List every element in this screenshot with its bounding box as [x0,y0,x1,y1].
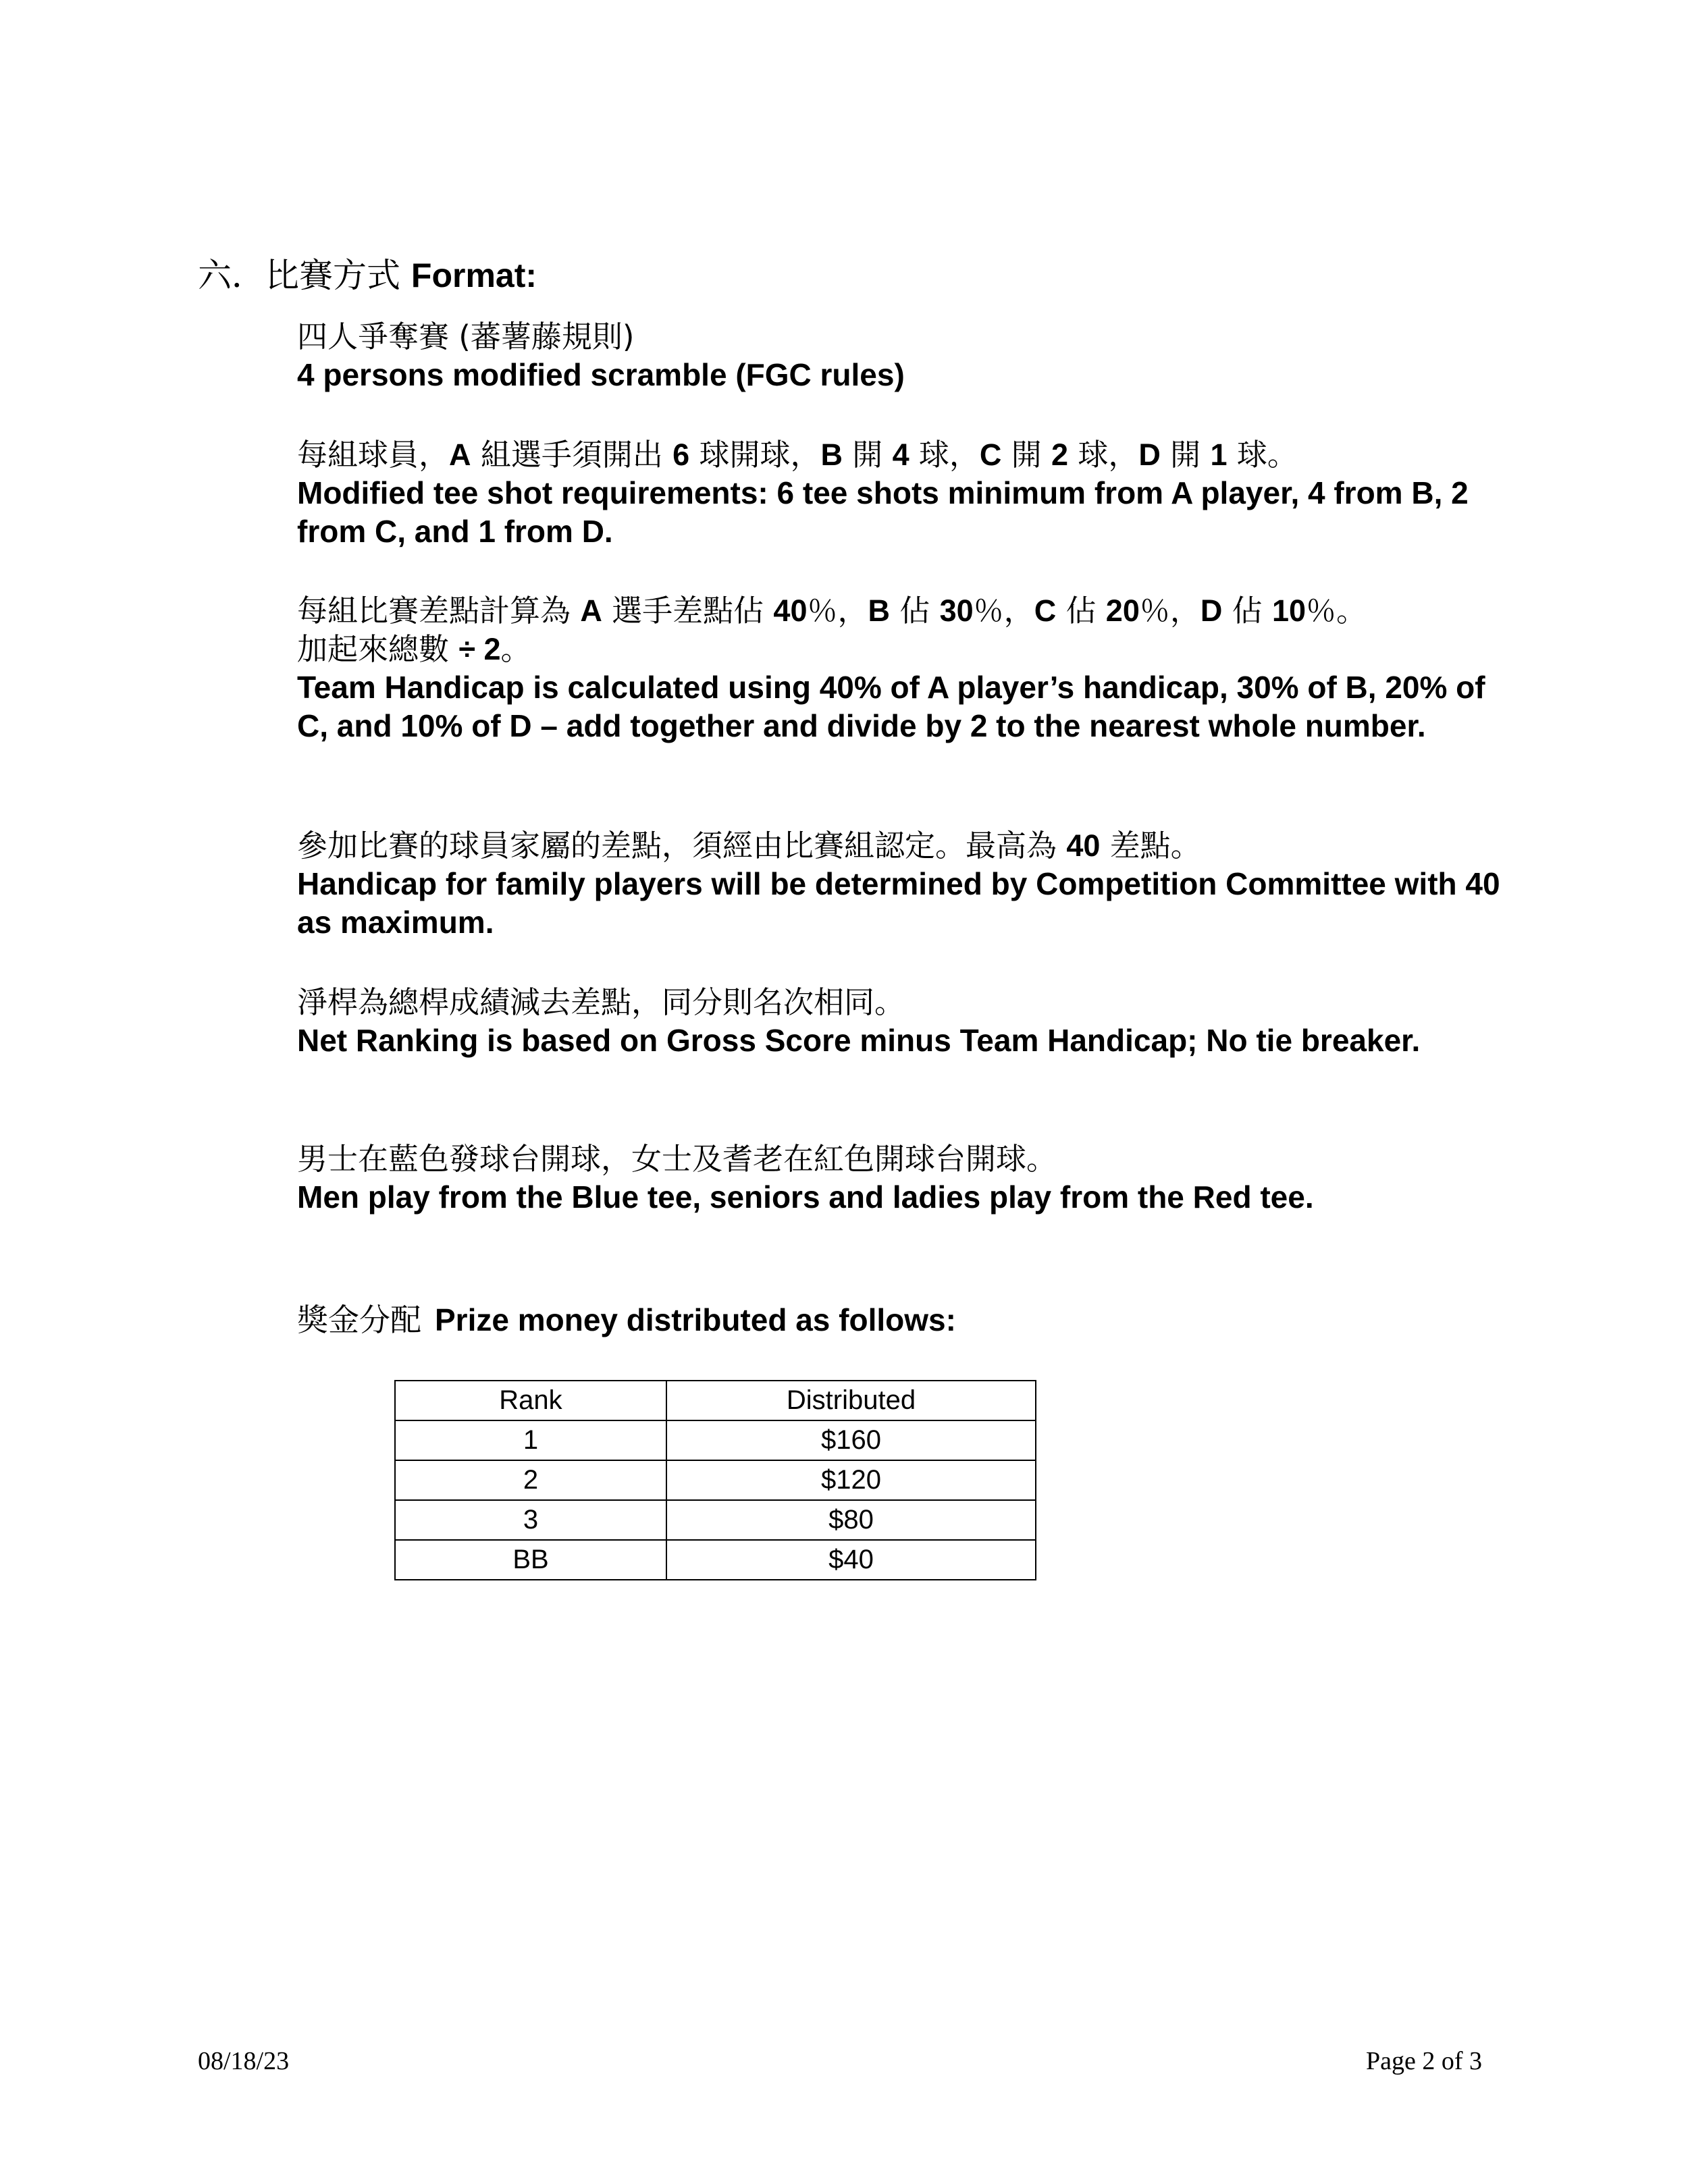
tee-shots-zh-part: 球， [1068,437,1139,473]
tees-block [297,1140,1512,1217]
family-zh-part: 差點。 [1100,828,1201,863]
tee-shots-zh-part: 1 [1210,437,1228,472]
handicap-zh-part: 每組比賽差點計算為 [297,593,581,629]
ranking-zh: 淨桿為總桿成績減去差點，同分則名次相同。 [297,984,905,1020]
ranking-en: Net Ranking is based on Gross Score minus Team Handicap; No tie breaker. [297,1023,1421,1058]
amount-cell: $160 [666,1420,1036,1460]
handicap-zh-part: 佔 [1056,593,1106,629]
amount-cell: $80 [666,1500,1036,1540]
format-en: 4 persons modified scramble (FGC rules) [297,357,905,392]
tee-shots-zh-part: D [1138,437,1161,472]
handicap-zh-part: A [580,593,602,628]
handicap-zh-part: 。 [500,631,531,667]
handicap-zh-part: 選手差點佔 [602,593,774,629]
handicap-zh-part: B [868,593,890,628]
handicap-en: Team Handicap is calculated using 40% of A player’s handicap, 30% of B, 20% of C, and 10% of D – add together and divide by 2 to the nearest whole number. [297,670,1485,743]
handicap-block [297,591,1512,745]
family-block [297,826,1512,942]
prize-table [394,1380,1036,1580]
handicap-zh-part: ÷ 2 [458,632,501,666]
tee-shots-zh-part: 4 [892,437,909,472]
handicap-zh-line2 [297,630,1512,668]
tee-shots-zh-part: C [979,437,1002,472]
prize-heading [297,1300,956,1340]
tee-shots-zh-part: 開 [1001,437,1052,473]
handicap-zh-part: ％， [807,593,868,629]
column-header-rank: Rank [395,1381,666,1420]
section-title-en: Format: [411,257,537,294]
tee-shots-zh-part: 球， [909,437,980,473]
handicap-zh-part: 加起來總數 [297,631,459,667]
format-zh: 四人爭奪賽 (蕃薯藤規則) [297,319,635,354]
handicap-zh-part: ％。 [1306,593,1367,629]
handicap-zh-part: 佔 [1222,593,1272,629]
handicap-zh-part: C [1034,593,1057,628]
tee-shots-en: Modified tee shot requirements: 6 tee shots minimum from A player, 4 from B, 2 from C, and 1 from D. [297,475,1469,549]
handicap-zh-part: ％， [1139,593,1201,629]
tee-shots-zh-part: 組選手須開出 [471,437,673,473]
tee-shots-zh-part: 球開球， [689,437,821,473]
column-header-distributed: Distributed [666,1381,1036,1420]
handicap-zh-part: 佔 [890,593,940,629]
family-zh-part: 40 [1066,828,1101,863]
handicap-zh-line1 [297,591,1512,630]
table-row [395,1500,1036,1540]
tee-shots-zh-part: 每組球員， [297,437,450,473]
amount-cell: $120 [666,1460,1036,1500]
handicap-zh-part: 40 [773,593,808,628]
family-zh-part: 參加比賽的球員家屬的差點，須經由比賽組認定。最高為 [297,828,1067,863]
table-row [395,1420,1036,1460]
table-header-row [395,1381,1036,1420]
handicap-zh-part: D [1200,593,1223,628]
rank-cell: BB [395,1540,666,1580]
tee-shots-zh-part: 球。 [1227,437,1298,473]
handicap-zh-part: 30 [939,593,974,628]
rank-cell: 3 [395,1500,666,1540]
tee-shots-zh-part: 2 [1051,437,1069,472]
handicap-zh-part: ％， [973,593,1034,629]
tee-shots-zh-part: A [449,437,471,472]
footer-date: 08/18/23 [198,2047,290,2075]
rank-cell: 2 [395,1460,666,1500]
tee-shots-block [297,435,1512,551]
handicap-zh-part: 20 [1105,593,1140,628]
footer-page-number: Page 2 of 3 [1365,2047,1482,2075]
section-number-title: 六．比賽方式 [198,256,400,295]
tee-shots-zh-part: 開 [1160,437,1211,473]
tee-shots-zh [297,435,1512,474]
family-en: Handicap for family players will be determined by Competition Committee with 40 as maximum. [297,866,1500,940]
ranking-block [297,983,1512,1060]
tee-shots-zh-part: 開 [842,437,893,473]
prize-heading-en: Prize money distributed as follows: [435,1302,956,1337]
amount-cell: $40 [666,1540,1036,1580]
rank-cell: 1 [395,1420,666,1460]
table-row [395,1540,1036,1580]
tees-en: Men play from the Blue tee, seniors and ladies play from the Red tee. [297,1179,1314,1215]
table-row [395,1460,1036,1500]
tees-zh: 男士在藍色發球台開球，女士及耆老在紅色開球台開球。 [297,1141,1057,1177]
section-heading [198,255,537,296]
prize-heading-zh: 獎金分配 [297,1302,421,1338]
handicap-zh-part: 10 [1271,593,1307,628]
family-zh [297,826,1512,865]
format-block [297,317,1512,394]
tee-shots-zh-part: B [820,437,843,472]
tee-shots-zh-part: 6 [672,437,690,472]
